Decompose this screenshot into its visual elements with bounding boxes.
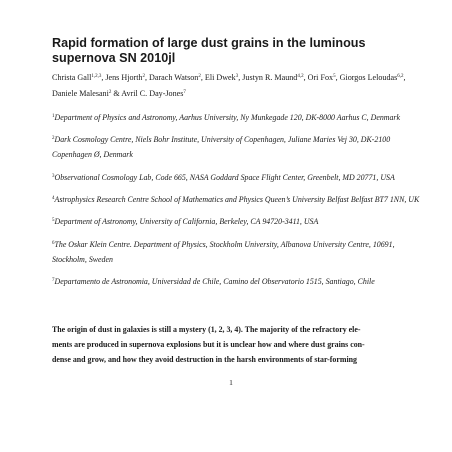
author-name: Justyn R. Maund	[242, 73, 298, 82]
paper-title-line-2: supernova SN 2010jl	[52, 51, 176, 65]
author-affiliation-marker: 7	[183, 89, 186, 95]
author-separator: ,	[403, 73, 406, 82]
author-separator: ,	[303, 73, 308, 82]
affiliation-number: 2	[52, 136, 55, 142]
abstract-line-3: dense and grow, and how they avoid destruction in the harsh environments of star-forming	[52, 355, 357, 365]
affiliation-item	[52, 238, 424, 268]
affiliation-text: Dark Cosmology Centre, Niels Bohr Institute, University of Copenhagen, Juliane Maries Vej 30, DK-2100 Copenhagen Ø, Denmark	[52, 135, 391, 160]
author-separator: ,	[101, 73, 106, 82]
affiliation-number: 1	[52, 113, 55, 119]
affiliation-item	[52, 171, 424, 186]
author-affiliation-marker: 2	[142, 73, 145, 79]
affiliation-text: The Oskar Klein Centre. Department of Physics, Stockholm University, Albanova University Centre, 10691, Stockholm, Sweden	[52, 239, 395, 264]
affiliation-text: Departamento de Astronomia, Universidad de Chile, Camino del Observatorio 1515, Santiago, Chile	[54, 276, 375, 286]
author-affiliation-marker: 2	[198, 73, 201, 79]
abstract-text	[52, 322, 424, 368]
author-affiliation-marker: 3	[235, 73, 239, 79]
affiliation-item	[52, 111, 424, 126]
affiliation-list	[52, 111, 424, 297]
affiliation-text: Observational Cosmology Lab, Code 665, NASA Goddard Space Flight Center, Greenbelt, MD 20771, USA	[54, 172, 395, 182]
affiliation-item	[52, 275, 424, 290]
author-name: Daniele Malesani	[52, 88, 109, 98]
author-name: Avril C. Day-Jones	[121, 88, 184, 98]
affiliation-item	[52, 215, 424, 230]
author-separator: &	[111, 88, 122, 98]
affiliation-item	[52, 133, 424, 163]
author-separator: ,	[144, 73, 150, 82]
affiliation-text: Astrophysics Research Centre School of Mathematics and Physics Queen’s University Belfast Belfast BT7 1NN, UK	[54, 194, 420, 204]
affiliation-number: 5	[52, 218, 55, 224]
affiliation-text: Department of Physics and Astronomy, Aarhus University, Ny Munkegade 120, DK-8000 Aarhus C, Denmark	[54, 113, 400, 122]
affiliation-number: 7	[52, 277, 55, 283]
author-name: Darach Watson	[149, 73, 199, 82]
paper-title-line-1: Rapid formation of large dust grains in the luminous	[52, 36, 366, 50]
author-name: Eli Dwek	[204, 73, 236, 82]
affiliation-item	[52, 193, 424, 208]
author-affiliation-marker: 1,2,3	[91, 73, 102, 79]
author-separator: ,	[238, 73, 243, 82]
author-name: Giorgos Leloudas	[339, 73, 398, 82]
paper-title	[52, 36, 412, 66]
abstract-line-1: The origin of dust in galaxies is still a mystery (1, 2, 3, 4). The majority of the refractory ele-	[52, 325, 361, 334]
author-affiliation-marker: 6,2	[397, 73, 404, 79]
affiliation-number: 4	[52, 195, 55, 201]
author-affiliation-marker: 2	[108, 89, 112, 95]
author-affiliation-marker: 5	[333, 73, 336, 79]
author-affiliation-marker: 4,2	[297, 73, 304, 79]
author-name: Ori Fox	[307, 73, 334, 82]
author-name: Jens Hjorth	[105, 73, 143, 82]
author-list	[52, 70, 422, 101]
author-separator: ,	[335, 73, 340, 82]
affiliation-text: Department of Astronomy, University of California, Berkeley, CA 94720-3411, USA	[54, 217, 319, 227]
abstract-line-2: ments are produced in supernova explosions but it is unclear how and where dust grains con-	[52, 340, 365, 350]
author-name: Christa Gall	[52, 73, 92, 82]
affiliation-number: 3	[52, 173, 55, 179]
page-number: 1	[229, 378, 233, 387]
author-separator: ,	[200, 73, 205, 82]
affiliation-number: 6	[52, 240, 55, 246]
